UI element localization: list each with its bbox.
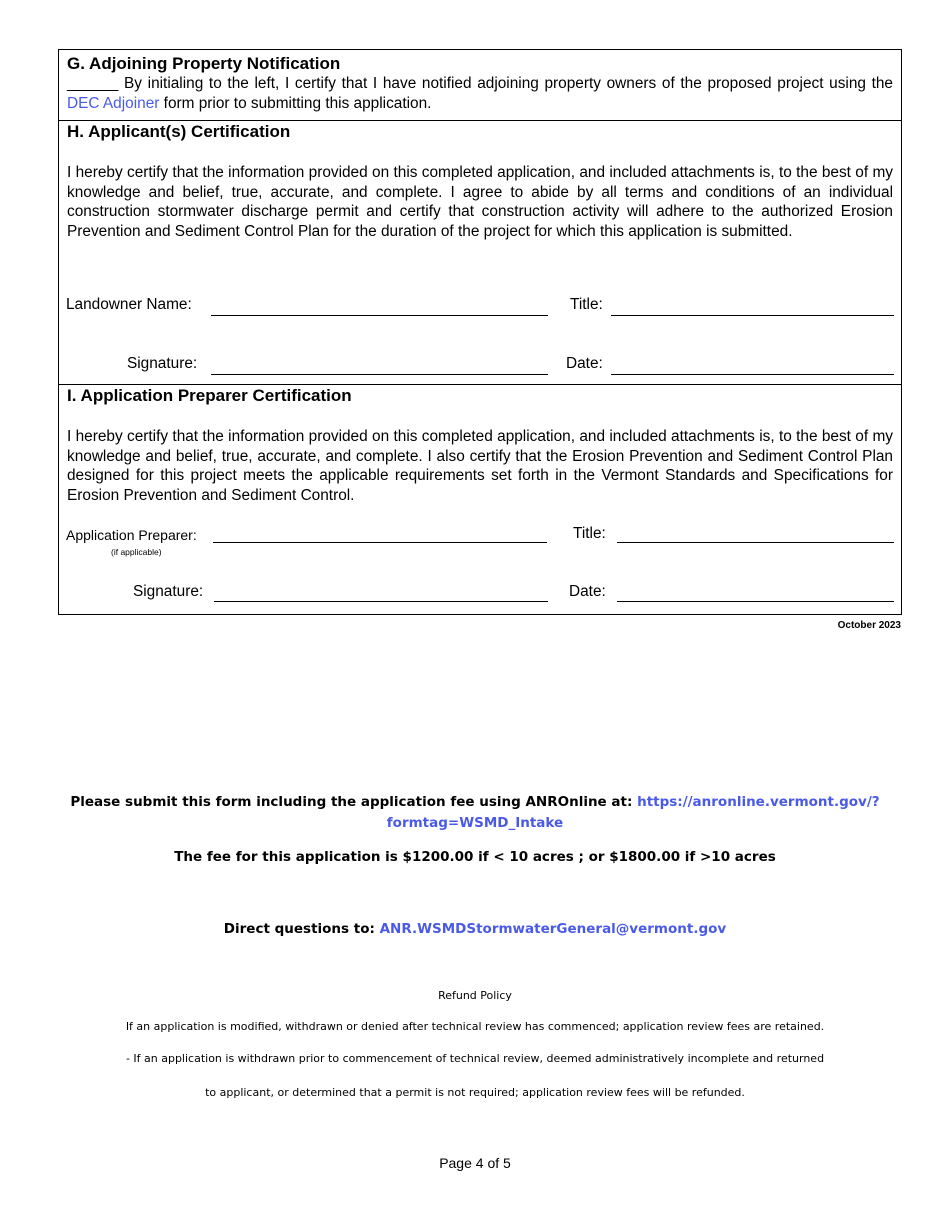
- questions-line: [0, 921, 950, 937]
- preparer-signature-label: Signature:: [133, 583, 204, 600]
- anronline-url-part2[interactable]: formtag=WSMD_Intake: [386, 815, 564, 831]
- submit-line-1: [0, 792, 950, 813]
- certification-form: [58, 49, 902, 615]
- section-i-title: I. Application Preparer Certification: [67, 386, 352, 405]
- revision-date: October 2023: [837, 620, 901, 631]
- section-h-paragraph: I hereby certify that the information provided on this completed application, and included attachments is, to the best of my knowledge and belief, true, accurate, and complete. I agree to abide by all terms and conditions of an individual construction stormwater discharge permit and certify that construction activity will adhere to the authorized Erosion Prevention and Sediment Control Plan for the duration of the project for which this application is submitted.: [67, 164, 893, 240]
- questions-label: Direct questions to:: [223, 921, 380, 937]
- landowner-row: [59, 296, 901, 318]
- applicant-date-label: Date:: [566, 355, 603, 372]
- landowner-name-field[interactable]: [211, 315, 548, 316]
- page-number: Page 4 of 5: [439, 1155, 511, 1171]
- submit-line-2: [0, 813, 950, 834]
- refund-policy-line-2: - If an application is withdrawn prior to commencement of technical review, deemed administratively incomplete and returned: [125, 1052, 825, 1065]
- refund-policy-line-3: to applicant, or determined that a permit is not required; application review fees will be refunded.: [205, 1086, 745, 1099]
- landowner-name-label: Landowner Name:: [66, 296, 192, 313]
- anronline-url-part1[interactable]: https://anronline.vermont.gov/?: [637, 794, 880, 810]
- section-applicant-certification: [59, 121, 901, 385]
- preparer-date-label: Date:: [569, 583, 606, 600]
- applicant-signature-label: Signature:: [127, 355, 198, 372]
- preparer-title-label: Title:: [573, 525, 606, 542]
- applicant-signature-field[interactable]: [211, 374, 548, 375]
- section-g-text-part1: By initialing to the left, I certify that I have notified adjoining property owners of the proposed project using the: [118, 75, 893, 92]
- section-g-title: G. Adjoining Property Notification: [67, 54, 341, 73]
- applicant-date-field[interactable]: [611, 374, 894, 375]
- contact-email-link[interactable]: ANR.WSMDStormwaterGeneral@vermont.gov: [379, 921, 727, 937]
- refund-policy-line-1: If an application is modified, withdrawn or denied after technical review has commenced; application review fees are retained.: [125, 1020, 825, 1033]
- section-g-text: [67, 74, 893, 113]
- preparer-label: Application Preparer:: [66, 527, 197, 543]
- preparer-title-field[interactable]: [617, 542, 894, 543]
- applicant-signature-row: [59, 355, 901, 377]
- fee-statement: The fee for this application is $1200.00 if < 10 acres ; or $1800.00 if >10 acres: [174, 849, 776, 865]
- submit-instructions: [0, 792, 950, 834]
- preparer-signature-field[interactable]: [214, 601, 548, 602]
- section-i-paragraph: I hereby certify that the information provided on this completed application, and included attachments is, to the best of my knowledge and belief, true, accurate, and complete. I also certify that the Erosion Prevention and Sediment Control Plan designed for this project meets the applicable requirements set forth in the Vermont Standards and Specifications for Erosion Prevention and Sediment Control.: [67, 428, 893, 504]
- preparer-row: [59, 525, 901, 547]
- section-h-title: H. Applicant(s) Certification: [67, 122, 291, 141]
- landowner-title-field[interactable]: [611, 315, 894, 316]
- section-adjoining-property: [59, 50, 901, 121]
- dec-adjoiner-link[interactable]: DEC Adjoiner: [67, 94, 160, 112]
- if-applicable-note: (if applicable): [111, 547, 162, 557]
- section-preparer-certification: [59, 385, 901, 614]
- submit-text: Please submit this form including the application fee using ANROnline at:: [70, 794, 638, 810]
- initials-blank[interactable]: ______: [67, 75, 119, 92]
- section-g-text-part2: form prior to submitting this application.: [159, 94, 432, 112]
- refund-policy-title: Refund Policy: [438, 989, 512, 1002]
- preparer-name-field[interactable]: [213, 542, 547, 543]
- preparer-date-field[interactable]: [617, 601, 894, 602]
- preparer-signature-row: [59, 583, 901, 605]
- landowner-title-label: Title:: [570, 296, 603, 313]
